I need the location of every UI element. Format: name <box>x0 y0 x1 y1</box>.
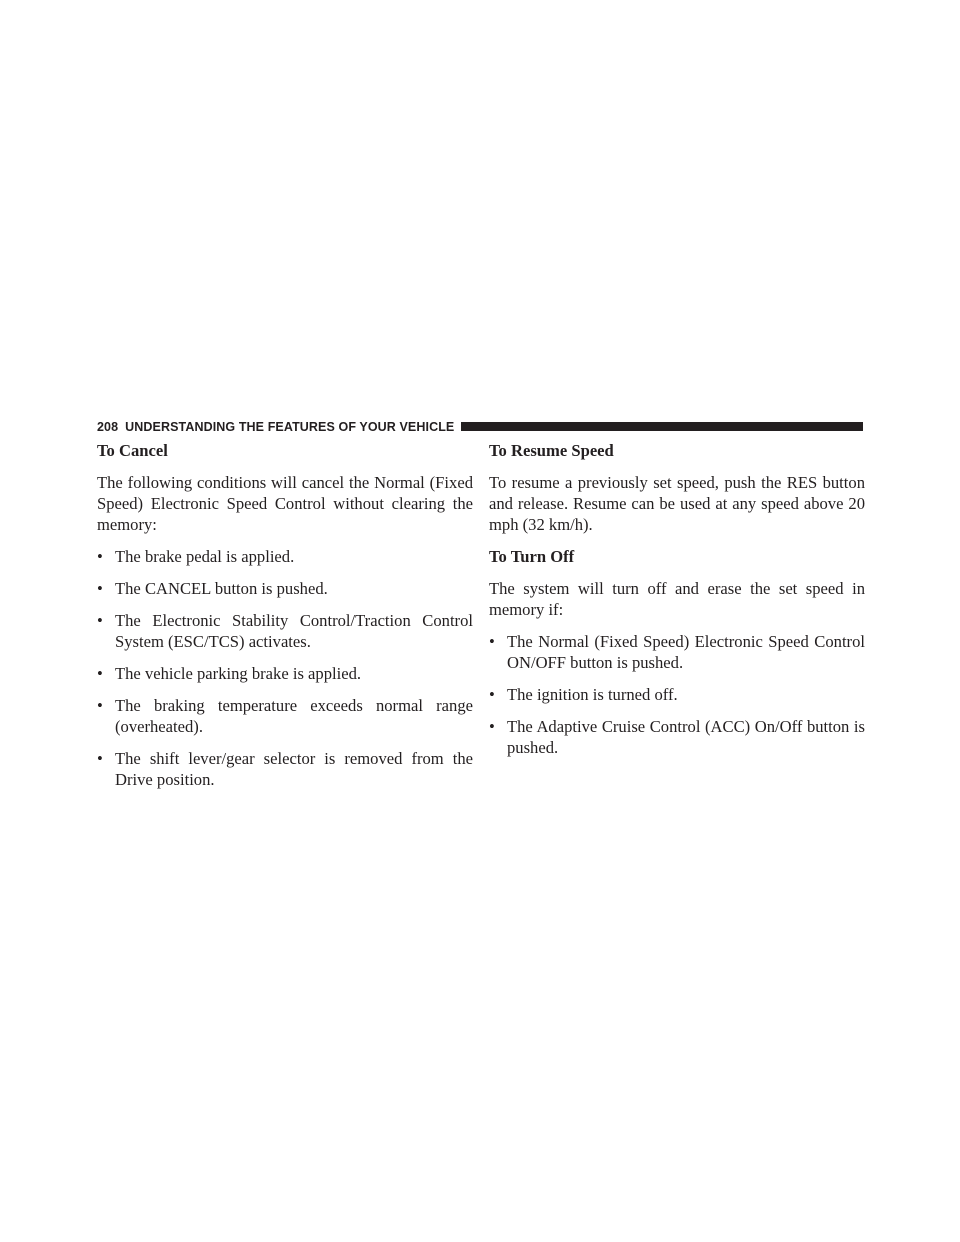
resume-text: To resume a previously set speed, push the RES button and release. Resume can be used at any speed above 20 mph (32 km/h). <box>489 473 865 534</box>
cancel-intro: The following conditions will cancel the Normal (Fixed Speed) Electronic Speed Control without clearing the memory: <box>97 473 473 534</box>
bullet-glyph: • <box>97 579 103 598</box>
bullet-glyph: • <box>489 685 495 704</box>
list-item-text: The braking temperature exceeds normal range (overheated). <box>115 696 473 736</box>
bullet-glyph: • <box>489 717 495 736</box>
list-item <box>97 663 473 684</box>
list-item-text: The shift lever/gear selector is removed from the Drive position. <box>115 749 473 789</box>
list-item-text: The Normal (Fixed Speed) Electronic Speed Control ON/OFF button is pushed. <box>507 632 865 672</box>
page-number: 208 <box>97 419 119 434</box>
list-item <box>489 684 865 705</box>
left-column <box>97 440 473 801</box>
list-item <box>97 578 473 599</box>
list-item-text: The vehicle parking brake is applied. <box>115 664 362 683</box>
list-item <box>97 546 473 567</box>
cancel-conditions-list <box>97 546 473 790</box>
right-column <box>489 440 865 769</box>
bullet-glyph: • <box>97 696 103 715</box>
bullet-glyph: • <box>97 611 103 630</box>
section-heading-turn-off: To Turn Off <box>489 547 575 566</box>
page-header <box>97 420 863 433</box>
list-item <box>489 631 865 673</box>
list-item <box>489 716 865 758</box>
bullet-glyph: • <box>97 664 103 683</box>
turn-off-intro: The system will turn off and erase the set speed in memory if: <box>489 579 865 619</box>
section-heading-cancel: To Cancel <box>97 441 168 460</box>
list-item <box>97 695 473 737</box>
turn-off-conditions-list <box>489 631 865 758</box>
list-item <box>97 610 473 652</box>
list-item-text: The CANCEL button is pushed. <box>115 579 328 598</box>
header-rule <box>461 422 863 431</box>
bullet-glyph: • <box>489 632 495 651</box>
list-item-text: The ignition is turned off. <box>507 685 678 704</box>
bullet-glyph: • <box>97 547 103 566</box>
list-item-text: The brake pedal is applied. <box>115 547 295 566</box>
chapter-title: UNDERSTANDING THE FEATURES OF YOUR VEHICLE <box>125 419 455 434</box>
bullet-glyph: • <box>97 749 103 768</box>
section-heading-resume: To Resume Speed <box>489 441 614 460</box>
list-item <box>97 748 473 790</box>
list-item-text: The Adaptive Cruise Control (ACC) On/Off button is pushed. <box>507 717 865 757</box>
list-item-text: The Electronic Stability Control/Traction Control System (ESC/TCS) activates. <box>115 611 473 651</box>
